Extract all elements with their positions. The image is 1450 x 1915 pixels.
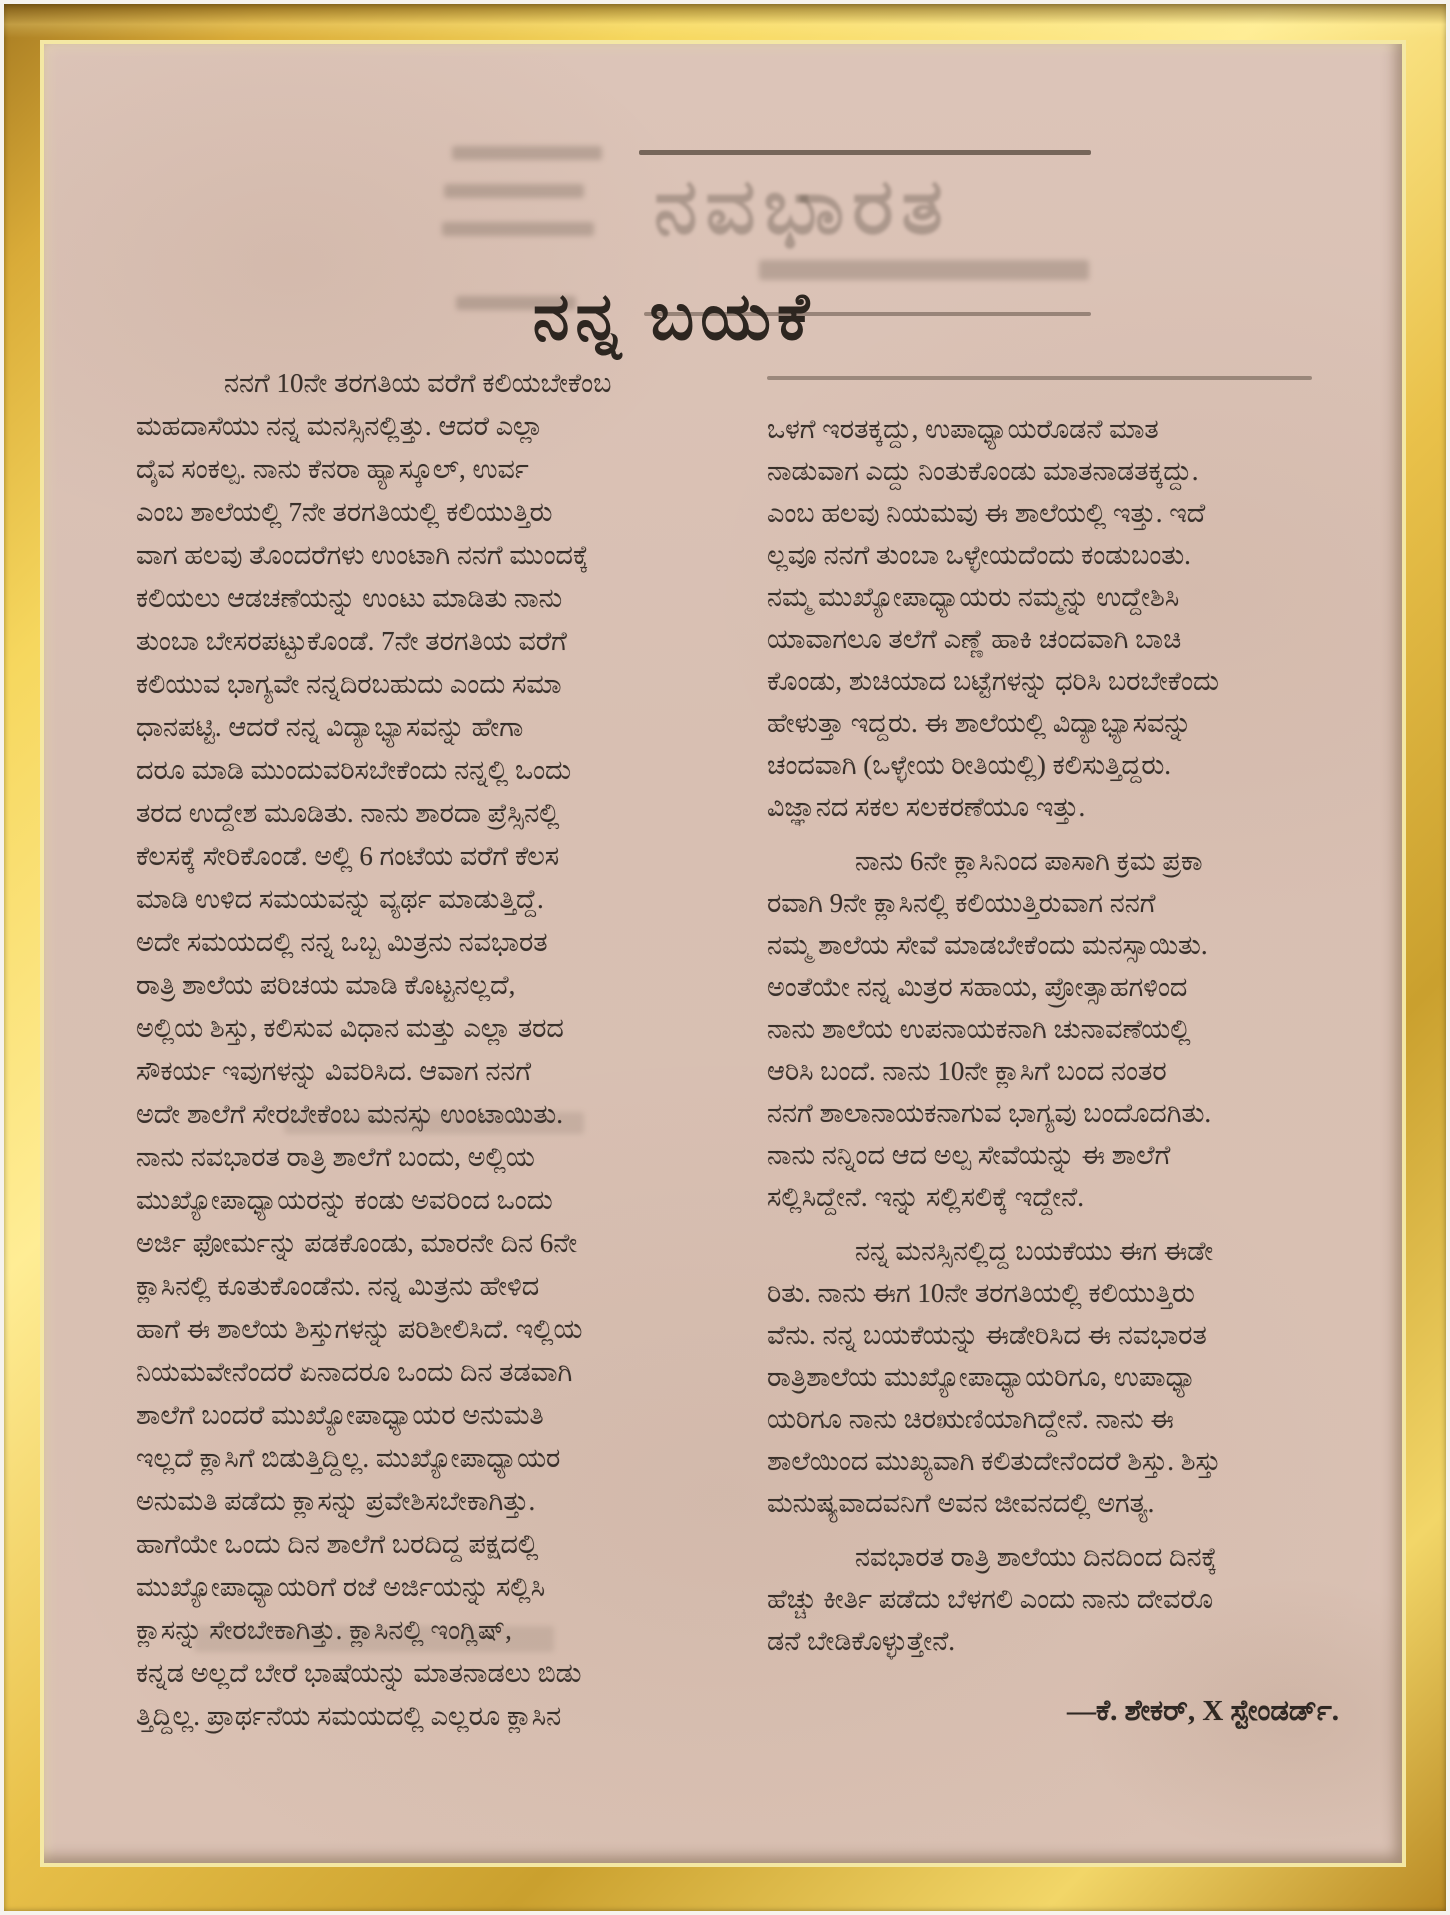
text-line: ಎಂಬ ಹಲವು ನಿಯಮವು ಈ ಶಾಲೆಯಲ್ಲಿ ಇತ್ತು. ಇದೆ bbox=[767, 498, 1206, 528]
text-line: ಮಾಡಿ ಉಳಿದ ಸಮಯವನ್ನು ವ್ಯರ್ಥ ಮಾಡುತ್ತಿದ್ದೆ. bbox=[136, 884, 544, 914]
text-line: ನನಗೆ ಶಾಲಾನಾಯಕನಾಗುವ ಭಾಗ್ಯವು ಬಂದೊದಗಿತು. bbox=[767, 1098, 1212, 1128]
text-line: ಡನೆ ಬೇಡಿಕೊಳ್ಳುತ್ತೇನೆ. bbox=[767, 1626, 956, 1656]
text-line: ಮನುಷ್ಯವಾದವನಿಗೆ ಅವನ ಜೀವನದಲ್ಲಿ ಅಗತ್ಯ. bbox=[767, 1488, 1155, 1518]
text-line: ಅದೇ ಸಮಯದಲ್ಲಿ ನನ್ನ ಒಬ್ಬ ಮಿತ್ರನು ನವಭಾರತ bbox=[136, 927, 548, 957]
text-line: ಯಾವಾಗಲೂ ತಲೆಗೆ ಎಣ್ಣೆ ಹಾಕಿ ಚಂದವಾಗಿ ಬಾಚಿ bbox=[767, 624, 1182, 654]
text-line: ಶಾಲೆಗೆ ಬಂದರೆ ಮುಖ್ಯೋಪಾಧ್ಯಾಯರ ಅನುಮತಿ bbox=[136, 1400, 544, 1430]
text-line: ನಾನು ಶಾಲೆಯ ಉಪನಾಯಕನಾಗಿ ಚುನಾವಣೆಯಲ್ಲಿ bbox=[767, 1014, 1191, 1044]
bleed-through-smudge bbox=[452, 146, 602, 160]
ghost-masthead-text: ನವಭಾರತ bbox=[654, 163, 951, 250]
text-line: ಅಂತೆಯೇ ನನ್ನ ಮಿತ್ರರ ಸಹಾಯ, ಪ್ರೋತ್ಸಾಹಗಳಿಂದ bbox=[767, 972, 1188, 1002]
text-line: ರಾತ್ರಿಶಾಲೆಯ ಮುಖ್ಯೋಪಾಧ್ಯಾಯರಿಗೂ, ಉಪಾಧ್ಯಾ bbox=[767, 1362, 1197, 1392]
text-line: ಹೆಚ್ಚು ಕೀರ್ತಿ ಪಡೆದು ಬೆಳಗಲಿ ಎಂದು ನಾನು ದೇವರೊ bbox=[767, 1584, 1213, 1614]
text-line: ಸಲ್ಲಿಸಿದ್ದೇನೆ. ಇನ್ನು ಸಲ್ಲಿಸಲಿಕ್ಕೆ ಇದ್ದೇನೆ. bbox=[767, 1182, 1084, 1212]
text-line: ಮುಖ್ಯೋಪಾಧ್ಯಾಯರಿಗೆ ರಜೆ ಅರ್ಜಿಯನ್ನು ಸಲ್ಲಿಸಿ bbox=[136, 1572, 546, 1602]
text-line: ನಮ್ಮ ಶಾಲೆಯ ಸೇವೆ ಮಾಡಬೇಕೆಂದು ಮನಸ್ಸಾಯಿತು. bbox=[767, 930, 1208, 960]
text-line: ಅನುಮತಿ ಪಡೆದು ಕ್ಲಾಸನ್ನು ಪ್ರವೇಶಿಸಬೇಕಾಗಿತ್ತು. bbox=[136, 1486, 536, 1516]
text-line: ನನಗೆ 10ನೇ ತರಗತಿಯ ವರೆಗೆ ಕಲಿಯಬೇಕೆಂಬ bbox=[224, 368, 612, 398]
text-line: ಹಾಗೆ ಈ ಶಾಲೆಯ ಶಿಸ್ತುಗಳನ್ನು ಪರಿಶೀಲಿಸಿದೆ. ಇಲ್ಲಿಯ bbox=[136, 1314, 583, 1344]
text-line: ಮಹದಾಸೆಯು ನನ್ನ ಮನಸ್ಸಿನಲ್ಲಿತ್ತು. ಆದರೆ ಎಲ್ಲಾ bbox=[136, 411, 544, 441]
text-line: ದೈವ ಸಂಕಲ್ಪ. ನಾನು ಕೆನರಾ ಹ್ಯಾಸ್ಕೂಲ್, ಉರ್ವ bbox=[136, 454, 529, 484]
text-line: ಕ್ಲಾಸನ್ನು ಸೇರಬೇಕಾಗಿತ್ತು. ಕ್ಲಾಸಿನಲ್ಲಿ ಇಂಗ್ಲಿಷ್, bbox=[136, 1615, 512, 1645]
column-top-rule bbox=[767, 376, 1312, 380]
text-line: ನಮ್ಮ ಮುಖ್ಯೋಪಾಧ್ಯಾಯರು ನಮ್ಮನ್ನು ಉದ್ದೇಶಿಸಿ bbox=[767, 582, 1180, 612]
text-line: ಹಾಗೆಯೇ ಒಂದು ದಿನ ಶಾಲೆಗೆ ಬರದಿದ್ದ ಪಕ್ಷದಲ್ಲಿ bbox=[136, 1529, 539, 1559]
text-line: ನಾನು ನವಭಾರತ ರಾತ್ರಿ ಶಾಲೆಗೆ ಬಂದು, ಅಲ್ಲಿಯ bbox=[136, 1142, 535, 1172]
text-line: ಅಲ್ಲಿಯ ಶಿಸ್ತು, ಕಲಿಸುವ ವಿಧಾನ ಮತ್ತು ಎಲ್ಲಾ ತರದ bbox=[136, 1013, 564, 1043]
text-line: ದರೂ ಮಾಡಿ ಮುಂದುವರಿಸಬೇಕೆಂದು ನನ್ನಲ್ಲಿ ಒಂದು bbox=[136, 755, 572, 785]
text-line: ವೆನು. ನನ್ನ ಬಯಕೆಯನ್ನು ಈಡೇರಿಸಿದ ಈ ನವಭಾರತ bbox=[767, 1320, 1207, 1350]
text-line: ಸೌಕರ್ಯ ಇವುಗಳನ್ನು ವಿವರಿಸಿದ. ಆವಾಗ ನನಗೆ bbox=[136, 1056, 532, 1086]
text-line: ಇಲ್ಲದೆ ಕ್ಲಾಸಿಗೆ ಬಿಡುತ್ತಿದ್ದಿಲ್ಲ. ಮುಖ್ಯೋಪಾಧ್ಯಾಯರ bbox=[136, 1443, 561, 1473]
text-line: ತುಂಬಾ ಬೇಸರಪಟ್ಟುಕೊಂಡೆ. 7ನೇ ತರಗತಿಯ ವರೆಗೆ bbox=[136, 626, 567, 656]
text-line: ಕನ್ನಡ ಅಲ್ಲದೆ ಬೇರೆ ಭಾಷೆಯನ್ನು ಮಾತನಾಡಲು ಬಿಡು bbox=[136, 1658, 582, 1688]
article-column-right-lines bbox=[767, 408, 1349, 1662]
text-line: ನನ್ನ ಮನಸ್ಸಿನಲ್ಲಿದ್ದ ಬಯಕೆಯು ಈಗ ಈಡೇ bbox=[855, 1236, 1214, 1266]
text-line: ಕ್ಲಾಸಿನಲ್ಲಿ ಕೂತುಕೊಂಡೆನು. ನನ್ನ ಮಿತ್ರನು ಹೇಳಿದ bbox=[136, 1271, 540, 1301]
bleed-through-smudge bbox=[442, 222, 594, 236]
text-line: ಮುಖ್ಯೋಪಾಧ್ಯಾಯರನ್ನು ಕಂಡು ಅವರಿಂದ ಒಂದು bbox=[136, 1185, 553, 1215]
text-line: ತ್ತಿದ್ದಿಲ್ಲ. ಪ್ರಾರ್ಥನೆಯ ಸಮಯದಲ್ಲಿ ಎಲ್ಲರೂ ಕ್ಲಾಸಿನ bbox=[136, 1701, 562, 1731]
text-line: ಅರ್ಜಿ ಫೋರ್ಮನ್ನು ಪಡಕೊಂಡು, ಮಾರನೇ ದಿನ 6ನೇ bbox=[136, 1228, 578, 1258]
text-line: ವಾಗ ಹಲವು ತೊಂದರೆಗಳು ಉಂಟಾಗಿ ನನಗೆ ಮುಂದಕ್ಕೆ bbox=[136, 540, 589, 570]
gold-picture-frame bbox=[4, 4, 1446, 1911]
text-line: ನಾನು ನನ್ನಿಂದ ಆದ ಅಲ್ಪ ಸೇವೆಯನ್ನು ಈ ಶಾಲೆಗೆ bbox=[767, 1140, 1171, 1170]
author-signature: —ಕೆ. ಶೇಕರ್, X ಸ್ಟೇಂಡರ್ಡ್. bbox=[1066, 1695, 1339, 1727]
text-line: ಕೊಂಡು, ಶುಚಿಯಾದ ಬಟ್ಟೆಗಳನ್ನು ಧರಿಸಿ ಬರಬೇಕೆಂದು bbox=[767, 666, 1219, 696]
text-line: ಹೇಳುತ್ತಾ ಇದ್ದರು. ಈ ಶಾಲೆಯಲ್ಲಿ ವಿದ್ಯಾಭ್ಯಾಸವನ್ನು bbox=[767, 708, 1192, 738]
text-line: ತರದ ಉದ್ದೇಶ ಮೂಡಿತು. ನಾನು ಶಾರದಾ ಪ್ರೆಸ್ಸಿನಲ್ಲಿ bbox=[136, 798, 560, 828]
text-line: ವಿಜ್ಞಾನದ ಸಕಲ ಸಲಕರಣೆಯೂ ಇತ್ತು. bbox=[767, 792, 1086, 822]
text-line: ನವಭಾರತ ರಾತ್ರಿ ಶಾಲೆಯು ದಿನದಿಂದ ದಿನಕ್ಕೆ bbox=[855, 1542, 1218, 1572]
text-line: ಶಾಲೆಯಿಂದ ಮುಖ್ಯವಾಗಿ ಕಲಿತುದೇನೆಂದರೆ ಶಿಸ್ತು. ಶಿಸ್ತು bbox=[767, 1446, 1221, 1476]
text-line: ರವಾಗಿ 9ನೇ ಕ್ಲಾಸಿನಲ್ಲಿ ಕಲಿಯುತ್ತಿರುವಾಗ ನನಗೆ bbox=[767, 888, 1156, 918]
text-line: ನಾನು 6ನೇ ಕ್ಲಾಸಿನಿಂದ ಪಾಸಾಗಿ ಕ್ರಮ ಪ್ರಕಾ bbox=[855, 846, 1203, 876]
text-line: ಕೆಲಸಕ್ಕೆ ಸೇರಿಕೊಂಡೆ. ಅಲ್ಲಿ 6 ಗಂಟೆಯ ವರೆಗೆ ಕೆಲಸ bbox=[136, 841, 560, 871]
scanned-magazine-page bbox=[44, 44, 1402, 1863]
text-line: ಲ್ಲವೂ ನನಗೆ ತುಂಬಾ ಒಳ್ಳೇಯದೆಂದು ಕಂಡುಬಂತು. bbox=[767, 540, 1191, 570]
text-line: ಆರಿಸಿ ಬಂದೆ. ನಾನು 10ನೇ ಕ್ಲಾಸಿಗೆ ಬಂದ ನಂತರ bbox=[767, 1056, 1167, 1086]
bleed-through-smudge bbox=[759, 260, 1089, 280]
text-line: ಎಂಬ ಶಾಲೆಯಲ್ಲಿ 7ನೇ ತರಗತಿಯಲ್ಲಿ ಕಲಿಯುತ್ತಿರು bbox=[136, 497, 553, 527]
article-title: ನನ್ನ ಬಯಕೆ bbox=[532, 281, 816, 355]
text-line: ಅದೇ ಶಾಲೆಗೆ ಸೇರಬೇಕೆಂಬ ಮನಸ್ಸು ಉಂಟಾಯಿತು. bbox=[136, 1099, 563, 1129]
text-line: ಧಾನಪಟ್ಟಿ. ಆದರೆ ನನ್ನ ವಿದ್ಯಾಭ್ಯಾಸವನ್ನು ಹೇಗಾ bbox=[136, 712, 524, 742]
text-line: ಚಂದವಾಗಿ (ಒಳ್ಳೇಯ ರೀತಿಯಲ್ಲಿ) ಕಲಿಸುತ್ತಿದ್ದರು. bbox=[767, 750, 1172, 780]
bleed-through-smudge bbox=[444, 184, 584, 198]
text-line: ಕಲಿಯುವ ಭಾಗ್ಯವೇ ನನ್ನದಿರಬಹುದು ಎಂದು ಸಮಾ bbox=[136, 669, 562, 699]
text-line: ಯರಿಗೂ ನಾನು ಚಿರಋಣಿಯಾಗಿದ್ದೇನೆ. ನಾನು ಈ bbox=[767, 1404, 1174, 1434]
header-rule-top bbox=[639, 150, 1091, 155]
text-line: ಕಲಿಯಲು ಆಡಚಣೆಯನ್ನು ಉಂಟು ಮಾಡಿತು ನಾನು bbox=[136, 583, 563, 613]
text-line: ರಾತ್ರಿ ಶಾಲೆಯ ಪರಿಚಯ ಮಾಡಿ ಕೊಟ್ಟನಲ್ಲದೆ, bbox=[136, 970, 516, 1000]
article-column-left bbox=[136, 362, 714, 1738]
text-line: ನಿಯಮವೇನೆಂದರೆ ಏನಾದರೂ ಒಂದು ದಿನ ತಡವಾಗಿ bbox=[136, 1357, 573, 1387]
text-line: ಒಳಗೆ ಇರತಕ್ಕದ್ದು, ಉಪಾಧ್ಯಾಯರೊಡನೆ ಮಾತ bbox=[767, 414, 1159, 444]
text-line: ರಿತು. ನಾನು ಈಗ 10ನೇ ತರಗತಿಯಲ್ಲಿ ಕಲಿಯುತ್ತಿರು bbox=[767, 1278, 1195, 1308]
article-column-right bbox=[767, 408, 1349, 1732]
text-line: ನಾಡುವಾಗ ಎದ್ದು ನಿಂತುಕೊಂಡು ಮಾತನಾಡತಕ್ಕದ್ದು. bbox=[767, 456, 1199, 486]
